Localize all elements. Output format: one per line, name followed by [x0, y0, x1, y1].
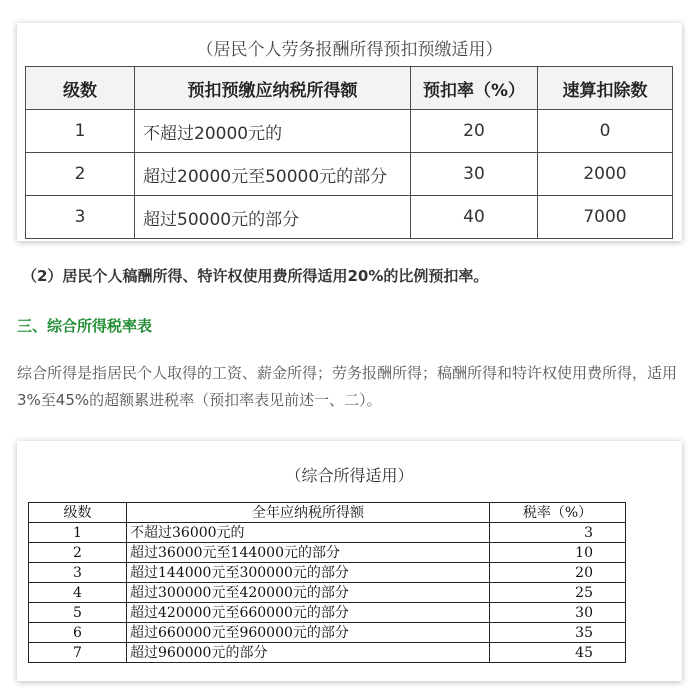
rate-cell: 40	[411, 196, 538, 239]
table-row	[26, 153, 673, 196]
header-level: 级数	[29, 503, 127, 523]
income-range-cell: 不超过36000元的	[127, 523, 490, 543]
comprehensive-income-rate-card	[17, 441, 682, 681]
table-header-row	[26, 67, 673, 110]
deduction-cell: 7000	[538, 196, 673, 239]
income-range-cell: 超过144000元至300000元的部分	[127, 563, 490, 583]
table-header-row	[29, 503, 626, 523]
table2-caption: （综合所得适用）	[285, 466, 414, 485]
level-cell: 7	[29, 643, 127, 663]
section-heading-comprehensive-income-rates: 三、综合所得税率表	[17, 317, 153, 335]
deduction-cell: 0	[538, 110, 673, 153]
rate-cell: 35	[490, 623, 626, 643]
comprehensive-income-paragraph: 综合所得是指居民个人取得的工资、薪金所得；劳务报酬所得；稿酬所得和特许权使用费所得，适用3%至45%的超额累进税率（预扣率表见前述一、二）。	[17, 364, 678, 409]
table-row	[29, 523, 626, 543]
table-row	[26, 196, 673, 239]
level-cell: 1	[26, 110, 135, 153]
royalty-withholding-note: （2）居民个人稿酬所得、特许权使用费所得适用20%的比例预扣率。	[22, 267, 489, 285]
rate-cell: 20	[490, 563, 626, 583]
table1-caption: （居民个人劳务报酬所得预扣预缴适用）	[196, 40, 503, 60]
deduction-cell: 2000	[538, 153, 673, 196]
income-range-cell: 超过660000元至960000元的部分	[127, 623, 490, 643]
level-cell: 5	[29, 603, 127, 623]
labor-remuneration-rate-card	[17, 23, 682, 241]
rate-cell: 45	[490, 643, 626, 663]
table-row	[29, 623, 626, 643]
table-row	[29, 543, 626, 563]
rate-cell: 30	[411, 153, 538, 196]
income-range-cell: 超过50000元的部分	[135, 196, 411, 239]
rate-cell: 3	[490, 523, 626, 543]
income-range-cell: 超过20000元至50000元的部分	[135, 153, 411, 196]
comprehensive-income-rate-table	[28, 502, 626, 663]
header-quick-deduction: 速算扣除数	[538, 67, 673, 110]
rate-cell: 30	[490, 603, 626, 623]
table-row	[29, 563, 626, 583]
rate-cell: 10	[490, 543, 626, 563]
table-row	[29, 583, 626, 603]
labor-remuneration-rate-table	[25, 66, 673, 239]
rate-cell: 25	[490, 583, 626, 603]
table-row	[29, 603, 626, 623]
table-row	[26, 110, 673, 153]
income-range-cell: 超过960000元的部分	[127, 643, 490, 663]
level-cell: 3	[26, 196, 135, 239]
level-cell: 2	[29, 543, 127, 563]
level-cell: 1	[29, 523, 127, 543]
table-row	[29, 643, 626, 663]
income-range-cell: 不超过20000元的	[135, 110, 411, 153]
header-tax-rate: 税率（%）	[490, 503, 626, 523]
rate-cell: 20	[411, 110, 538, 153]
level-cell: 3	[29, 563, 127, 583]
income-range-cell: 超过36000元至144000元的部分	[127, 543, 490, 563]
header-level: 级数	[26, 67, 135, 110]
level-cell: 4	[29, 583, 127, 603]
income-range-cell: 超过420000元至660000元的部分	[127, 603, 490, 623]
header-taxable-income: 预扣预缴应纳税所得额	[135, 67, 411, 110]
header-withholding-rate: 预扣率（%）	[411, 67, 538, 110]
income-range-cell: 超过300000元至420000元的部分	[127, 583, 490, 603]
header-annual-taxable-income: 全年应纳税所得额	[127, 503, 490, 523]
level-cell: 2	[26, 153, 135, 196]
level-cell: 6	[29, 623, 127, 643]
